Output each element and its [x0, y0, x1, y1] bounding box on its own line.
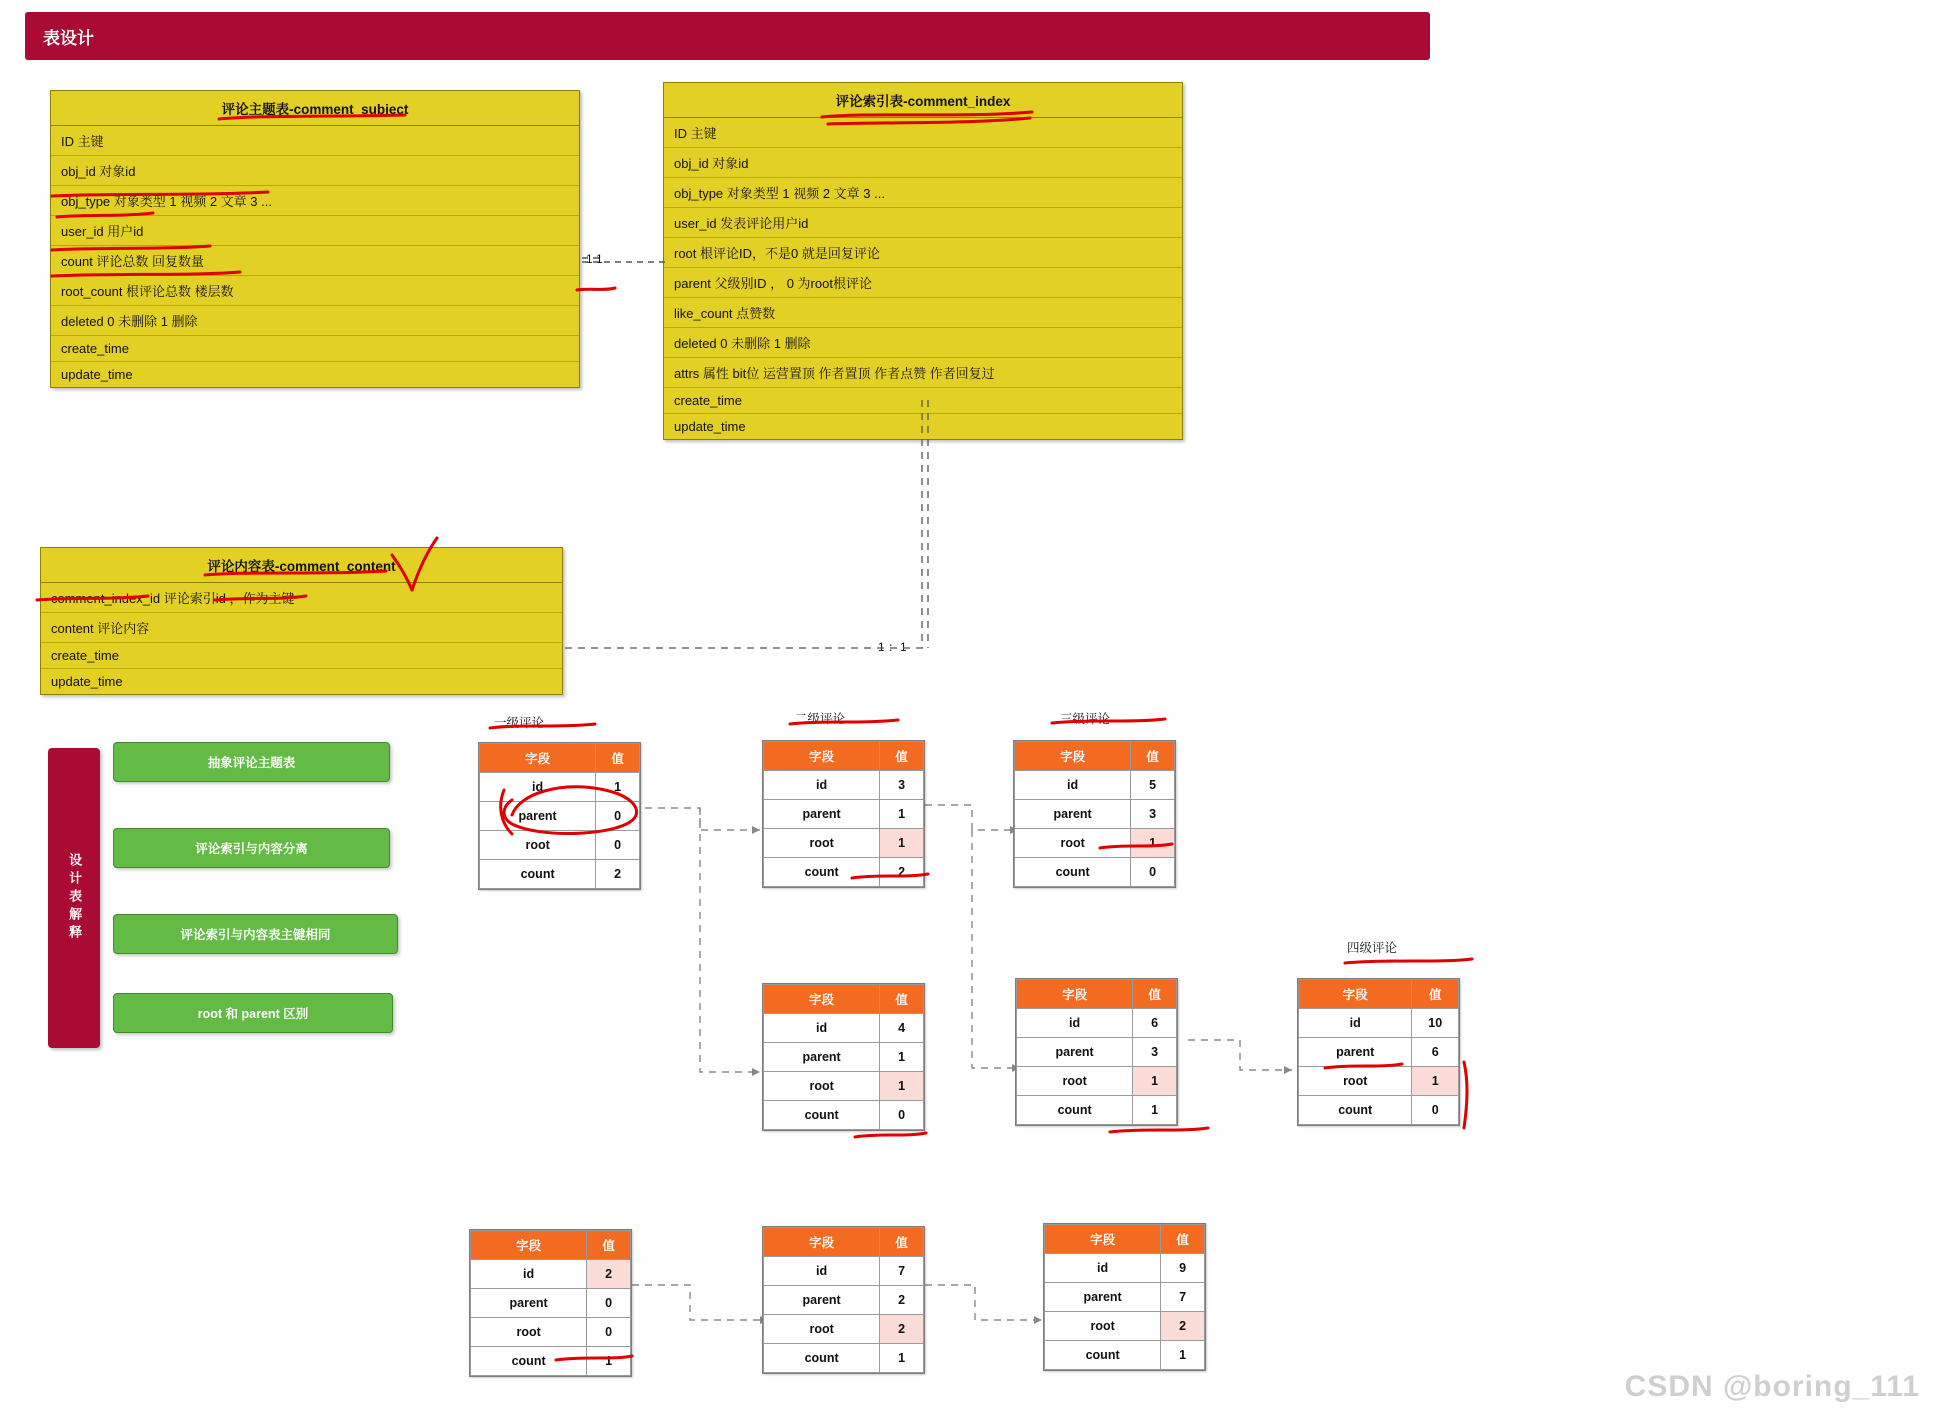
entity-field: attrs 属性 bit位 运营置顶 作者置顶 作者点赞 作者回复过	[664, 358, 1182, 388]
comment-subject-title: 评论主题表-comment_subject	[51, 91, 579, 126]
legend-pill-1-label: 抽象评论主题表	[207, 756, 296, 770]
table-row	[480, 831, 640, 860]
field-cell: root	[480, 831, 596, 860]
field-cell: count	[764, 1344, 880, 1373]
entity-field: update_time	[51, 674, 123, 689]
value-cell: 1	[1133, 1096, 1177, 1125]
table-row	[471, 1347, 631, 1376]
field-cell: count	[764, 1101, 880, 1130]
table-row	[764, 1257, 924, 1286]
entity-field: update_time	[674, 419, 746, 434]
value-cell: 0	[596, 831, 640, 860]
table-row	[764, 1043, 924, 1072]
value-cell: 0	[596, 802, 640, 831]
legend-pill-1[interactable]	[113, 742, 390, 782]
value-cell: 2	[880, 858, 924, 887]
field-cell: id	[1299, 1009, 1412, 1038]
column-header-field: 字段	[1017, 980, 1133, 1009]
entity-field: content 评论内容	[41, 613, 562, 643]
table-row	[1015, 858, 1175, 887]
value-cell: 9	[1161, 1254, 1205, 1283]
field-cell: parent	[764, 1043, 880, 1072]
field-cell: root	[764, 1315, 880, 1344]
page-title: 表设计	[43, 28, 94, 48]
entity-field: create_time	[51, 336, 579, 362]
table-row	[764, 1344, 924, 1373]
table-row	[1015, 771, 1175, 800]
table-row	[1017, 1038, 1177, 1067]
field-cell: id	[1017, 1009, 1133, 1038]
field-cell: id	[764, 1014, 880, 1043]
entity-field: parent 父级别ID ， 0 为root根评论	[664, 268, 1182, 298]
field-cell: parent	[480, 802, 596, 831]
sample-table-id5	[1013, 740, 1176, 888]
column-header-value: 值	[587, 1231, 631, 1260]
entity-field: obj_type 对象类型 1 视频 2 文章 3 ...	[664, 178, 1182, 208]
entity-field: comment_index_id 评论索引id ，作为主键	[41, 583, 562, 613]
value-cell: 1	[1161, 1341, 1205, 1370]
value-cell: 2	[596, 860, 640, 889]
value-cell: 1	[1131, 829, 1175, 858]
value-cell: 0	[587, 1289, 631, 1318]
entity-field: obj_id 对象id	[51, 156, 579, 186]
field-cell: parent	[764, 800, 880, 829]
value-cell: 10	[1412, 1009, 1459, 1038]
table-row	[480, 802, 640, 831]
column-header-field: 字段	[1299, 980, 1412, 1009]
value-cell: 1	[587, 1347, 631, 1376]
field-cell: count	[1015, 858, 1131, 887]
entity-field: root 根评论ID，不是0 就是回复评论	[664, 238, 1182, 268]
entity-field: ID 主键	[664, 118, 1182, 148]
column-header-field: 字段	[480, 744, 596, 773]
entity-field: user_id 发表评论用户id	[664, 208, 1182, 238]
value-cell: 3	[880, 771, 924, 800]
index-content-cardinality: 1 ：1	[878, 640, 907, 654]
field-cell: count	[1045, 1341, 1161, 1370]
value-cell: 4	[880, 1014, 924, 1043]
value-cell: 1	[880, 1072, 924, 1101]
value-cell: 1	[596, 773, 640, 802]
table-row	[1045, 1312, 1205, 1341]
table-row	[1015, 829, 1175, 858]
entity-field: obj_type 对象类型 1 视频 2 文章 3 ...	[51, 186, 579, 216]
table-row	[471, 1289, 631, 1318]
table-row	[764, 1315, 924, 1344]
field-cell: id	[764, 1257, 880, 1286]
value-cell: 2	[880, 1286, 924, 1315]
table-row	[471, 1318, 631, 1347]
field-cell: parent	[471, 1289, 587, 1318]
table-row	[471, 1260, 631, 1289]
table-row	[1299, 1067, 1459, 1096]
entity-field: deleted 0 未删除 1 删除	[664, 328, 1182, 358]
value-cell: 1	[880, 1344, 924, 1373]
table-row	[764, 829, 924, 858]
value-cell: 6	[1412, 1038, 1459, 1067]
comment-content-title: 评论内容表-comment_content	[41, 548, 562, 583]
value-cell: 0	[1412, 1096, 1459, 1125]
value-cell: 6	[1133, 1009, 1177, 1038]
field-cell: parent	[1045, 1283, 1161, 1312]
entity-field: user_id 用户id	[51, 216, 579, 246]
table-row	[1045, 1283, 1205, 1312]
field-cell: id	[480, 773, 596, 802]
value-cell: 1	[1133, 1067, 1177, 1096]
watermark: CSDN @boring_111	[1624, 1370, 1920, 1403]
value-cell: 0	[1131, 858, 1175, 887]
column-header-value: 值	[1161, 1225, 1205, 1254]
sample-table-id2	[469, 1229, 632, 1377]
table-row	[764, 1286, 924, 1315]
field-cell: count	[764, 858, 880, 887]
table-row	[1015, 800, 1175, 829]
table-row	[1017, 1009, 1177, 1038]
sample-table-id1	[478, 742, 641, 890]
field-cell: root	[1017, 1067, 1133, 1096]
column-header-value: 值	[880, 742, 924, 771]
field-cell: count	[471, 1347, 587, 1376]
value-cell: 1	[880, 800, 924, 829]
level-4-comment-title: 四级评论	[1347, 941, 1398, 955]
column-header-field: 字段	[764, 742, 880, 771]
field-cell: id	[471, 1260, 587, 1289]
table-row	[480, 773, 640, 802]
level-2-comment-title: 二级评论	[795, 712, 846, 726]
column-header-field: 字段	[1045, 1225, 1161, 1254]
table-row	[1299, 1096, 1459, 1125]
field-cell: count	[1299, 1096, 1412, 1125]
field-cell: root	[471, 1318, 587, 1347]
field-cell: root	[764, 1072, 880, 1101]
value-cell: 2	[1161, 1312, 1205, 1341]
value-cell: 1	[1412, 1067, 1459, 1096]
entity-field: create_time	[664, 388, 1182, 414]
column-header-field: 字段	[1015, 742, 1131, 771]
table-row	[764, 1101, 924, 1130]
field-cell: parent	[1015, 800, 1131, 829]
entity-field: root_count 根评论总数 楼层数	[51, 276, 579, 306]
table-row	[764, 858, 924, 887]
field-cell: root	[1045, 1312, 1161, 1341]
value-cell: 2	[880, 1315, 924, 1344]
legend-pill-3[interactable]	[113, 914, 398, 954]
field-cell: root	[1015, 829, 1131, 858]
value-cell: 3	[1131, 800, 1175, 829]
legend-pill-2-label: 评论索引与内容分离	[195, 842, 308, 856]
subject-index-cardinality: 1 1	[586, 252, 603, 266]
sample-table-id4	[762, 983, 925, 1131]
entity-field: update_time	[61, 367, 133, 382]
table-row	[480, 860, 640, 889]
table-row	[1299, 1009, 1459, 1038]
comment-index-title: 评论索引表-comment_index	[664, 83, 1182, 118]
level-3-comment-title: 三级评论	[1060, 712, 1111, 726]
value-cell: 0	[587, 1318, 631, 1347]
legend-pill-4[interactable]	[113, 993, 393, 1033]
column-header-field: 字段	[471, 1231, 587, 1260]
column-header-field: 字段	[764, 985, 880, 1014]
field-cell: count	[480, 860, 596, 889]
value-cell: 2	[587, 1260, 631, 1289]
entity-field: create_time	[41, 643, 562, 669]
field-cell: parent	[764, 1286, 880, 1315]
field-cell: root	[764, 829, 880, 858]
column-header-value: 值	[596, 744, 640, 773]
field-cell: id	[1015, 771, 1131, 800]
field-cell: parent	[1299, 1038, 1412, 1067]
value-cell: 0	[880, 1101, 924, 1130]
table-row	[764, 1072, 924, 1101]
column-header-value: 值	[1412, 980, 1459, 1009]
column-header-field: 字段	[764, 1228, 880, 1257]
value-cell: 1	[880, 1043, 924, 1072]
entity-field: count 评论总数 回复数量	[51, 246, 579, 276]
table-row	[764, 1014, 924, 1043]
table-row	[1045, 1254, 1205, 1283]
level-1-comment-title: 一级评论	[494, 716, 545, 730]
value-cell: 7	[1161, 1283, 1205, 1312]
entity-field: deleted 0 未删除 1 删除	[51, 306, 579, 336]
table-row	[764, 771, 924, 800]
legend-vertical-bar-label: 设计表解释	[67, 853, 83, 943]
column-header-value: 值	[1131, 742, 1175, 771]
entity-field: like_count 点赞数	[664, 298, 1182, 328]
table-row	[764, 800, 924, 829]
legend-vertical-bar	[48, 748, 100, 1048]
entity-field: ID 主键	[51, 126, 579, 156]
value-cell: 3	[1133, 1038, 1177, 1067]
table-row	[1017, 1096, 1177, 1125]
sample-table-id7	[762, 1226, 925, 1374]
column-header-value: 值	[880, 985, 924, 1014]
value-cell: 1	[880, 829, 924, 858]
sample-table-id10	[1297, 978, 1460, 1126]
value-cell: 7	[880, 1257, 924, 1286]
entity-field: obj_id 对象id	[664, 148, 1182, 178]
legend-pill-3-label: 评论索引与内容表主键相同	[180, 928, 331, 942]
field-cell: parent	[1017, 1038, 1133, 1067]
table-row	[1017, 1067, 1177, 1096]
sample-table-id9	[1043, 1223, 1206, 1371]
sample-table-id6	[1015, 978, 1178, 1126]
field-cell: count	[1017, 1096, 1133, 1125]
table-row	[1299, 1038, 1459, 1067]
legend-pill-4-label: root 和 parent 区别	[197, 1007, 309, 1021]
column-header-value: 值	[1133, 980, 1177, 1009]
column-header-value: 值	[880, 1228, 924, 1257]
field-cell: id	[1045, 1254, 1161, 1283]
value-cell: 5	[1131, 771, 1175, 800]
field-cell: root	[1299, 1067, 1412, 1096]
table-row	[1045, 1341, 1205, 1370]
sample-table-id3	[762, 740, 925, 888]
legend-pill-2[interactable]	[113, 828, 390, 868]
field-cell: id	[764, 771, 880, 800]
